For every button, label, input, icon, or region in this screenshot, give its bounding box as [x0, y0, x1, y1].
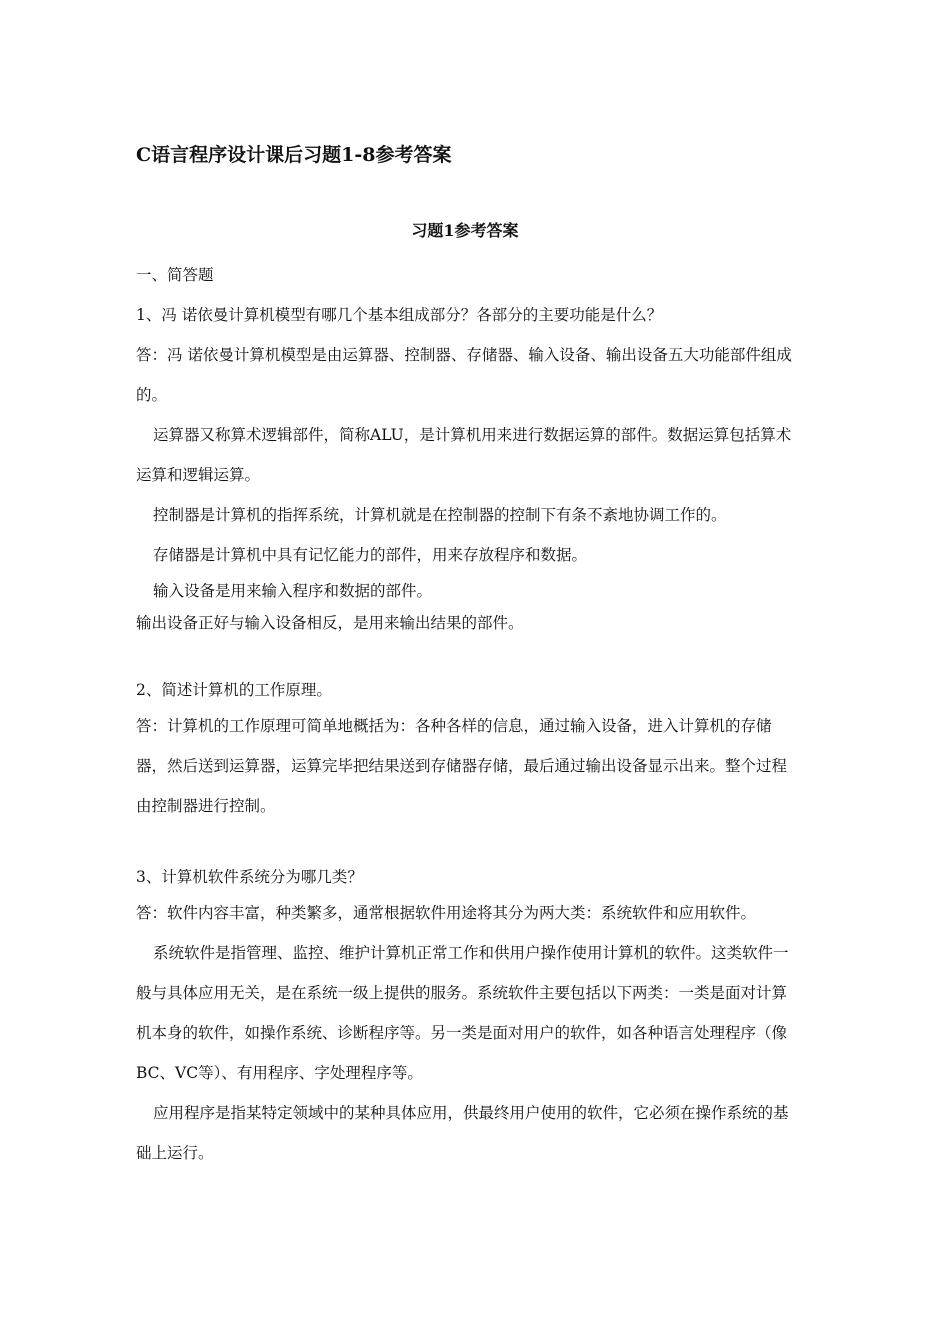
paragraph-gap	[136, 826, 796, 861]
answer-1-controller: 控制器是计算机的指挥系统，计算机就是在控制器的控制下有条不紊地协调工作的。	[153, 506, 727, 524]
answer-3: 答：软件内容丰富，种类繁多，通常根据软件用途将其分为两大类：系统软件和应用软件。	[136, 904, 757, 922]
paragraph-gap	[136, 639, 796, 674]
answer-1: 答：冯 诺依曼计算机模型是由运算器、控制器、存储器、输入设备、输出设备五大功能部件组成的。	[136, 346, 792, 404]
section-title: 习题1参考答案	[411, 221, 519, 240]
answer-1-alu: 运算器又称算术逻辑部件，简称ALU，是计算机用来进行数据运算的部件。数据运算包括算术运算和逻辑运算。	[136, 426, 792, 484]
document-body	[136, 255, 796, 1173]
document-title: C语言程序设计课后习题1-8参考答案	[136, 144, 452, 166]
question-2: 2、简述计算机的工作原理。	[136, 681, 332, 699]
question-1: 1、冯 诺依曼计算机模型有哪几个基本组成部分？各部分的主要功能是什么？	[136, 306, 663, 324]
question-3: 3、计算机软件系统分为哪几类？	[136, 868, 363, 886]
answer-1-output: 输出设备正好与输入设备相反，是用来输出结果的部件。	[136, 614, 524, 632]
answer-3-application-software: 应用程序是指某特定领域中的某种具体应用，供最终用户使用的软件，它必须在操作系统的基础上运行。	[136, 1104, 789, 1162]
answer-1-memory: 存储器是计算机中具有记忆能力的部件，用来存放程序和数据。	[153, 546, 588, 564]
answer-3-system-software: 系统软件是指管理、监控、维护计算机正常工作和供用户操作使用计算机的软件。这类软件一般与具体应用无关，是在系统一级上提供的服务。系统软件主要包括以下两类：一类是面对计算机本身的软件，如操作系统、诊断程序等。另一类是面对用户的软件，如各种语言处理程序（像BC、VC等）、有用程序、字处理程序等。	[136, 944, 789, 1082]
answer-2: 答：计算机的工作原理可简单地概括为：各种各样的信息，通过输入设备，进入计算机的存储器，然后送到运算器，运算完毕把结果送到存储器存储，最后通过输出设备显示出来。整个过程由控制器进行控制。	[136, 717, 788, 815]
part-heading: 一、简答题	[136, 266, 214, 284]
answer-1-input: 输入设备是用来输入程序和数据的部件。	[153, 582, 433, 600]
